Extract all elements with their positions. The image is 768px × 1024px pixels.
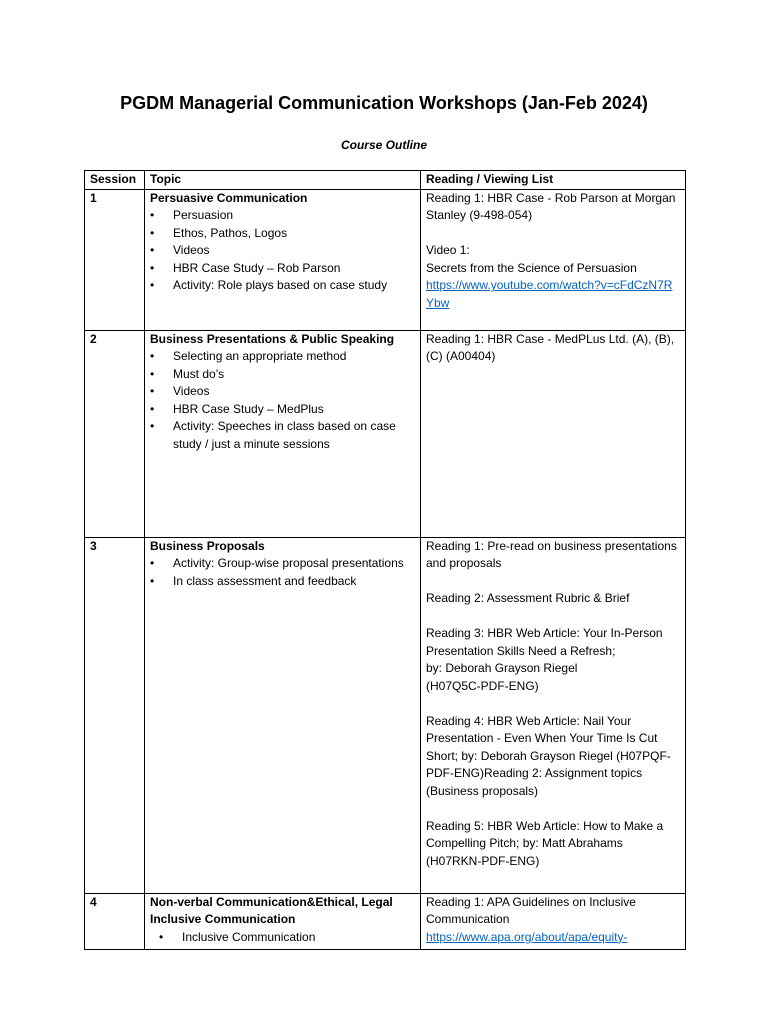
list-item: • Videos [150,242,415,260]
topic-cell [145,537,421,893]
reading-item: Reading 1: Pre-read on business presentations and proposals [426,538,677,570]
reading-cell [421,330,686,537]
list-item: • HBR Case Study – MedPlus [150,401,415,419]
reading-item: Reading 2: Assessment Rubric & Brief [426,591,630,605]
reading-code: (H07Q5C-PDF-ENG) [426,678,539,693]
list-item: • Activity: Speeches in class based on case study / just a minute sessions [150,418,415,453]
course-outline-table [84,170,686,950]
reading-item: Reading 4: HBR Web Article: Nail Your Presentation - Even When Your Time Is Cut Short; by: Deborah Grayson Riegel (H07PQF-PDF-ENG)Reading 2: Assignment topics (Business proposals) [426,713,671,798]
document-subtitle: Course Outline [340,138,427,152]
table-row [85,893,686,949]
list-item: • Activity: Group-wise proposal presentations [150,555,415,573]
list-item: • Ethos, Pathos, Logos [150,225,415,243]
topic-cell [145,330,421,537]
header-session: Session [85,171,145,190]
document-title: PGDM Managerial Communication Workshops (Jan-Feb 2024) [120,93,648,113]
topic-bullets [150,207,415,295]
topic-bullets [150,929,415,947]
topic-title-cont: Inclusive Communication [150,912,296,926]
session-number: 2 [85,330,145,537]
reading-cell [421,893,686,949]
list-item: • Inclusive Communication [150,929,415,947]
table-row [85,537,686,893]
topic-title: Business Proposals [150,538,265,553]
reading-item: Reading 3: HBR Web Article: Your In-Person Presentation Skills Need a Refresh; [426,626,663,658]
video-link[interactable]: https://www.youtube.com/watch?v=cFdCzN7RYbw [426,278,673,310]
session-number: 3 [85,537,145,893]
reading-item: Reading 1: APA Guidelines on Inclusive Communication [426,894,636,926]
table-row [85,330,686,537]
session-number: 4 [85,893,145,949]
list-item: • Must do’s [150,366,415,384]
reading-cell [421,189,686,330]
topic-cell [145,189,421,330]
session-number: 1 [85,189,145,330]
table-row [85,189,686,330]
list-item: • Selecting an appropriate method [150,348,415,366]
header-topic: Topic [145,171,421,190]
video-title: Secrets from the Science of Persuasion [426,260,637,275]
topic-title: Business Presentations & Public Speaking [150,331,395,346]
topic-bullets [150,348,415,453]
reading-cell [421,537,686,893]
reading-author: by: Deborah Grayson Riegel [426,661,578,675]
header-reading: Reading / Viewing List [421,171,686,190]
list-item: • Activity: Role plays based on case study [150,277,415,295]
list-item: • Videos [150,383,415,401]
list-item: • In class assessment and feedback [150,573,415,591]
table-header-row [85,171,686,190]
video-label: Video 1: [426,243,470,257]
apa-link[interactable]: https://www.apa.org/about/apa/equity- [426,929,628,944]
topic-title: Persuasive Communication [150,190,308,205]
list-item: • HBR Case Study – Rob Parson [150,260,415,278]
topic-cell [145,893,421,949]
reading-item: Reading 5: HBR Web Article: How to Make a Compelling Pitch; by: Matt Abrahams (H07RKN-PDF-ENG) [426,818,664,868]
list-item: • Persuasion [150,207,415,225]
reading-item: Reading 1: HBR Case - MedPLus Ltd. (A), (B), (C) (A00404) [426,331,675,363]
reading-item: Reading 1: HBR Case - Rob Parson at Morgan Stanley (9-498-054) [426,190,676,222]
topic-bullets [150,555,415,590]
topic-title: Non-verbal Communication&Ethical, Legal [150,894,393,909]
